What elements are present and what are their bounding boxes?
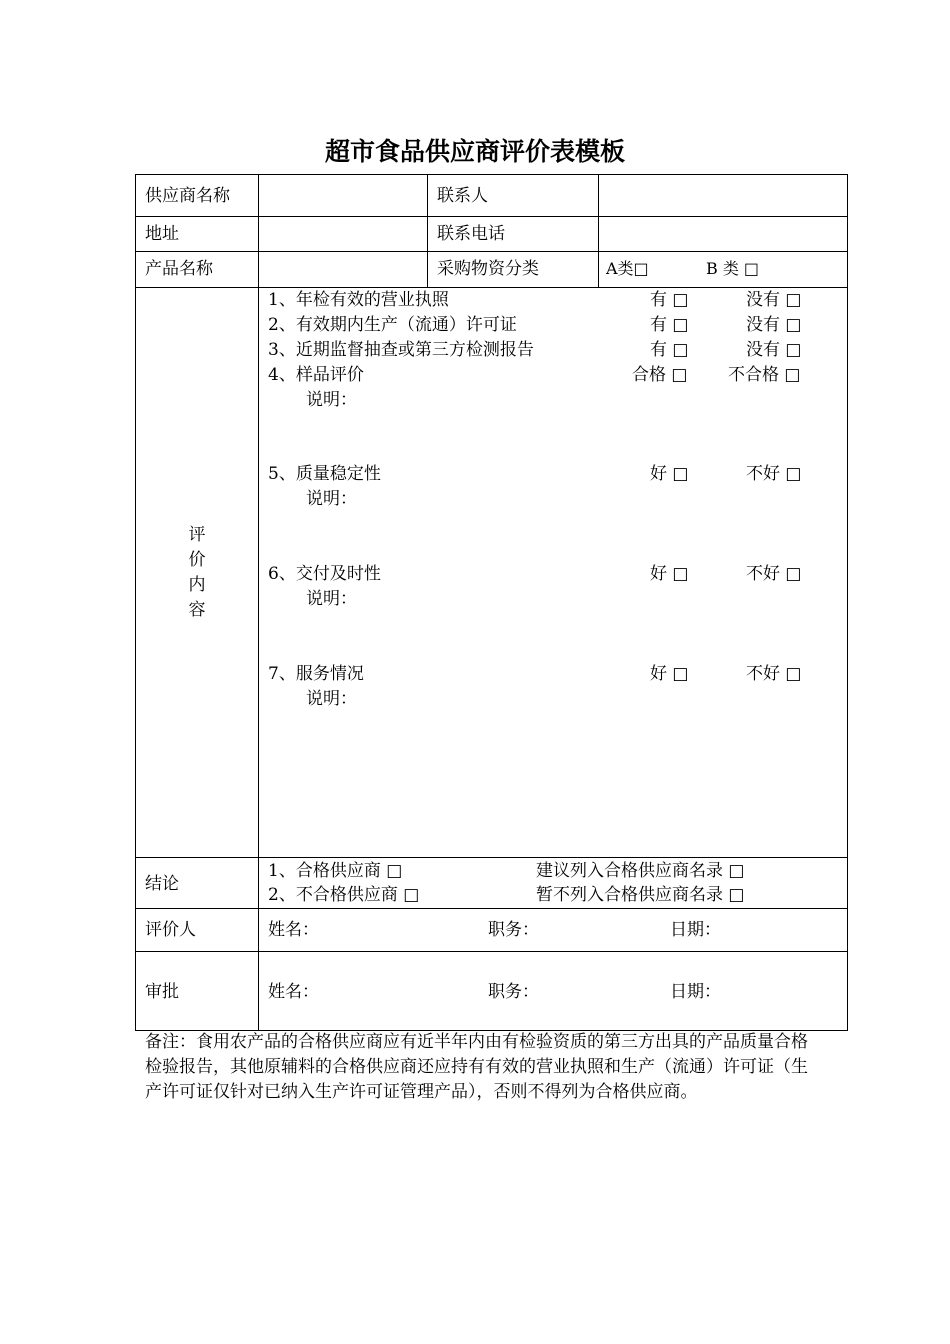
class-b-checkbox[interactable]: B 类 □ bbox=[706, 259, 760, 278]
purchase-class-label: 采购物资分类 bbox=[437, 259, 539, 279]
item-4-note-label: 说明： bbox=[306, 390, 357, 410]
conclusion-label: 结论 bbox=[145, 874, 179, 894]
item-7-bad-checkbox[interactable]: 不好 □ bbox=[746, 664, 802, 684]
evaluator-date-field[interactable]: 日期： bbox=[670, 920, 721, 940]
page-title: 超市食品供应商评价表模板 bbox=[324, 137, 625, 166]
item-1-yes-checkbox[interactable]: 有 □ bbox=[650, 290, 689, 310]
item-5-note-label: 说明： bbox=[306, 489, 357, 509]
item-4-label: 4、样品评价 bbox=[268, 365, 364, 385]
item-4-pass-checkbox[interactable]: 合格 □ bbox=[632, 365, 688, 385]
product-name-label: 产品名称 bbox=[145, 259, 213, 279]
evaluation-content-label: 评 价 内 容 bbox=[188, 525, 206, 620]
address-label: 地址 bbox=[145, 224, 179, 244]
item-7-good-checkbox[interactable]: 好 □ bbox=[650, 664, 689, 684]
item-2-no-checkbox[interactable]: 没有 □ bbox=[746, 315, 802, 335]
class-a-checkbox[interactable]: A类□ bbox=[606, 259, 649, 278]
contact-label: 联系人 bbox=[437, 186, 488, 206]
footnote: 备注：食用农产品的合格供应商应有近半年内由有检验资质的第三方出具的产品质量合格检验报告，其他原辅料的合格供应商还应持有有效的营业执照和生产（流通）许可证（生产许可证仅针对已纳入生产许可证管理产品），否则不得列为合格供应商。 bbox=[145, 1032, 808, 1102]
qualified-supplier-checkbox[interactable]: 1、合格供应商 □ bbox=[268, 861, 403, 881]
item-5-bad-checkbox[interactable]: 不好 □ bbox=[746, 464, 802, 484]
recommend-list-checkbox[interactable]: 建议列入合格供应商名录 □ bbox=[536, 861, 745, 881]
item-2-label: 2、有效期内生产（流通）许可证 bbox=[268, 315, 517, 335]
approval-name-field[interactable]: 姓名： bbox=[268, 982, 319, 1002]
item-6-label: 6、交付及时性 bbox=[268, 564, 381, 584]
item-1-no-checkbox[interactable]: 没有 □ bbox=[746, 290, 802, 310]
item-3-yes-checkbox[interactable]: 有 □ bbox=[650, 340, 689, 360]
item-5-good-checkbox[interactable]: 好 □ bbox=[650, 464, 689, 484]
not-list-checkbox[interactable]: 暂不列入合格供应商名录 □ bbox=[536, 885, 745, 905]
item-5-label: 5、质量稳定性 bbox=[268, 464, 381, 484]
approval-label: 审批 bbox=[145, 982, 179, 1002]
item-4-fail-checkbox[interactable]: 不合格 □ bbox=[728, 365, 801, 385]
item-6-good-checkbox[interactable]: 好 □ bbox=[650, 564, 689, 584]
item-2-yes-checkbox[interactable]: 有 □ bbox=[650, 315, 689, 335]
item-3-label: 3、近期监督抽查或第三方检测报告 bbox=[268, 340, 534, 360]
item-7-label: 7、服务情况 bbox=[268, 664, 364, 684]
item-3-no-checkbox[interactable]: 没有 □ bbox=[746, 340, 802, 360]
approval-position-field[interactable]: 职务： bbox=[488, 982, 539, 1002]
item-6-note-label: 说明： bbox=[306, 589, 357, 609]
item-1-label: 1、年检有效的营业执照 bbox=[268, 290, 449, 310]
phone-label: 联系电话 bbox=[437, 224, 505, 244]
unqualified-supplier-checkbox[interactable]: 2、不合格供应商 □ bbox=[268, 885, 420, 905]
item-7-note-label: 说明： bbox=[306, 689, 357, 709]
evaluator-position-field[interactable]: 职务： bbox=[488, 920, 539, 940]
approval-date-field[interactable]: 日期： bbox=[670, 982, 721, 1002]
evaluator-name-field[interactable]: 姓名： bbox=[268, 920, 319, 940]
item-6-bad-checkbox[interactable]: 不好 □ bbox=[746, 564, 802, 584]
supplier-name-label: 供应商名称 bbox=[145, 186, 230, 206]
evaluator-label: 评价人 bbox=[145, 920, 196, 940]
